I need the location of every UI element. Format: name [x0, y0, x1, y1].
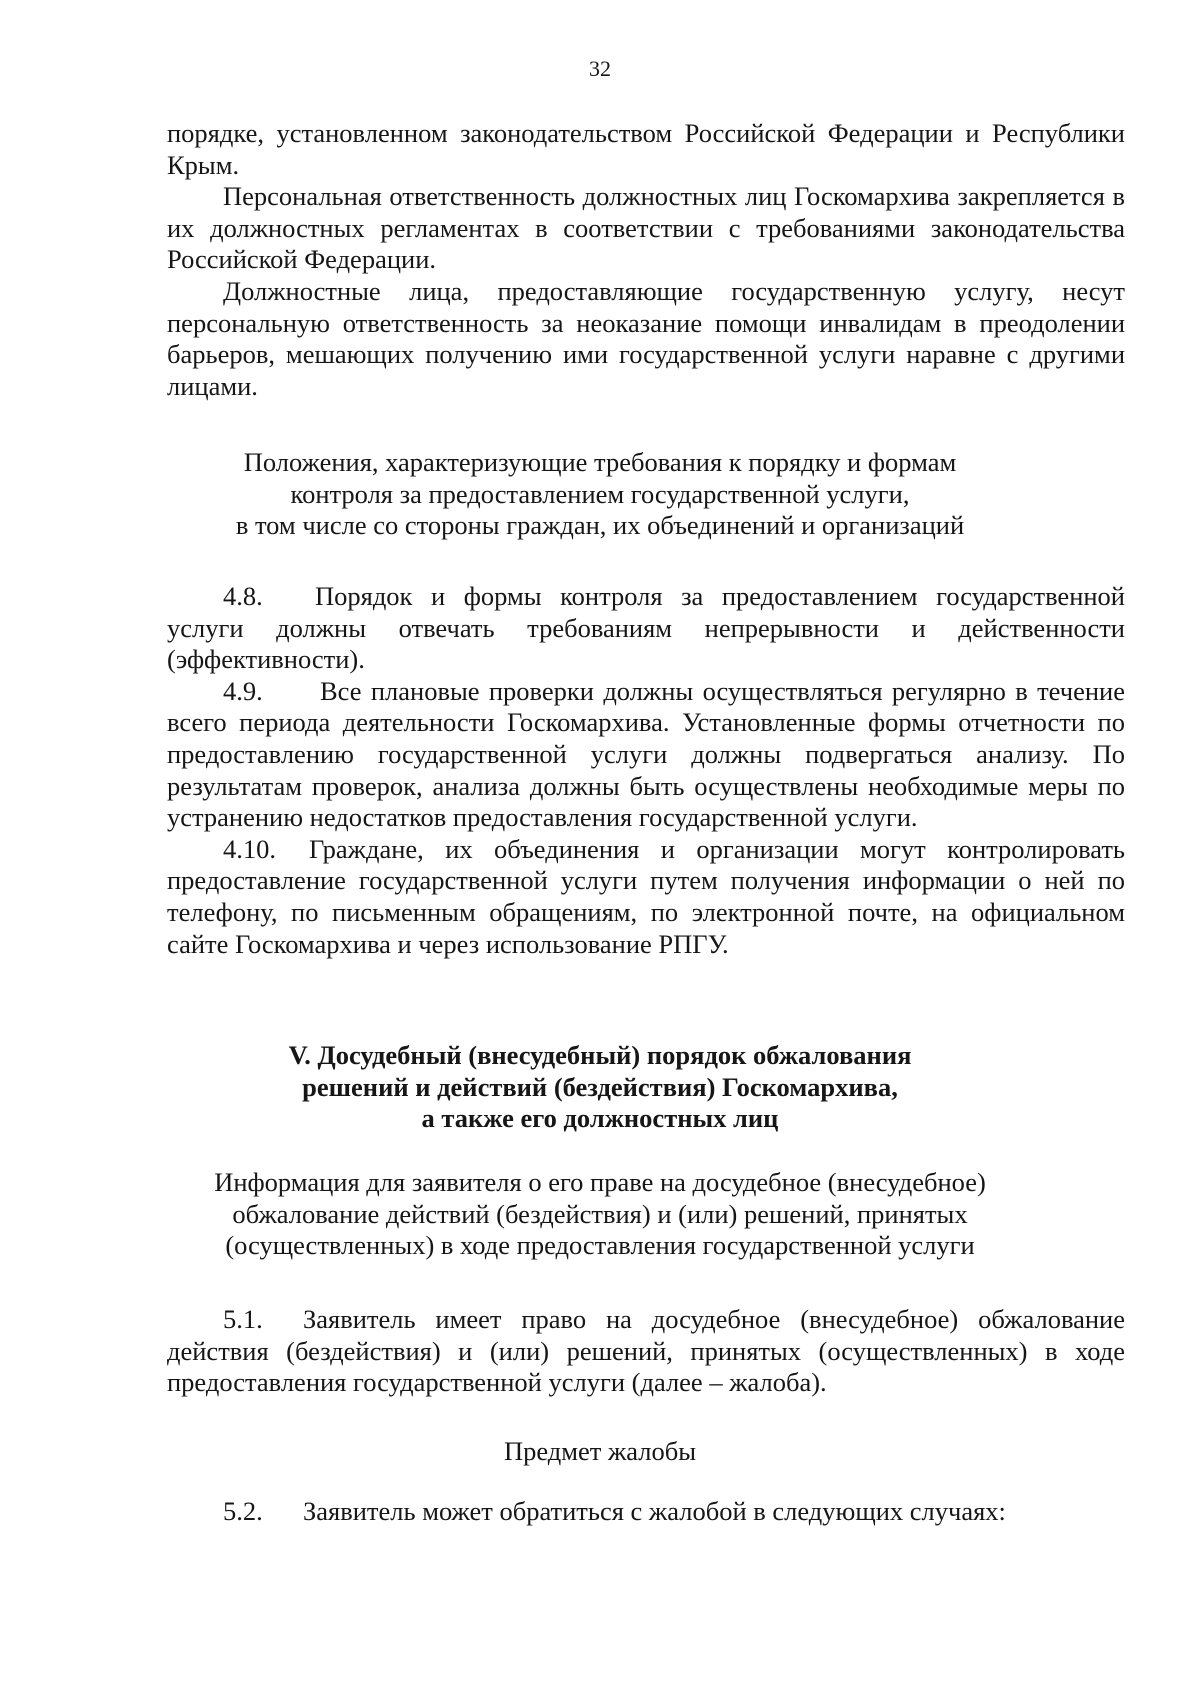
heading-line: (осуществленных) в ходе предоставления государственной услуги	[225, 1230, 975, 1261]
paragraph-4-8	[167, 581, 1125, 676]
text-block-5-2	[167, 1496, 1125, 1528]
page-number: 32	[589, 56, 611, 81]
text-block-section-4	[167, 581, 1125, 960]
paragraph-text: Граждане, их объединения и организации могут контролировать предоставление государственной услуги путем получения информации о ней по телефону, по письменным обращениям, по электронной почте, на официальном сайте Госкомархива и через использование РПГУ.	[167, 833, 1125, 959]
paragraph-text: Все плановые проверки должны осуществляться регулярно в течение всего периода деятельности Госкомархива. Установленные формы отчетности по предоставлению государственной услуги должны подвергаться анализу. По результатам проверок, анализа должны быть осуществлены необходимые меры по устранению недостатков предоставления государственной услуги.	[167, 675, 1125, 833]
heading-line: Предмет жалобы	[503, 1436, 697, 1466]
text-block-5-1	[167, 1304, 1125, 1399]
heading-line: а также его должностных лиц	[421, 1103, 779, 1134]
heading-control-provisions	[0, 447, 1200, 542]
paragraph-continuation: порядке, установленном законодательством Российской Федерации и Республики Крым.	[167, 118, 1125, 180]
paragraph-number: 4.9.	[223, 675, 263, 706]
heading-complaint-subject	[0, 1436, 1200, 1468]
heading-applicant-information	[0, 1167, 1200, 1262]
paragraph-number: 4.10.	[223, 833, 276, 864]
text-block-responsibility	[167, 118, 1125, 402]
paragraph-5-1	[167, 1304, 1125, 1399]
heading-line: обжалование действий (бездействия) и (или) решений, принятых	[232, 1198, 968, 1229]
paragraph-4-10	[167, 834, 1125, 960]
paragraph-5-2	[167, 1496, 1125, 1528]
paragraph-4-9	[167, 676, 1125, 834]
paragraph-number: 4.8.	[223, 581, 263, 611]
heading-line: контроля за предоставлением государственной услуги,	[290, 478, 910, 509]
paragraph-text: Заявитель может обратиться с жалобой в следующих случаях:	[303, 1496, 1006, 1526]
paragraph-officials-responsibility: Должностные лица, предоставляющие государственную услугу, несут персональную ответственность за неоказание помощи инвалидам в преодолении барьеров, мешающих получению ими государственной услуги наравне с другими лицами.	[167, 275, 1125, 401]
paragraph-text: Заявитель имеет право на досудебное (внесудебное) обжалование действия (бездействия) и (или) решений, принятых (осуществленных) в ходе предоставления государственной услуги (далее – жалоба).	[167, 1304, 1125, 1398]
heading-line: в том числе со стороны граждан, их объединений и организаций	[235, 510, 965, 541]
paragraph-number: 5.1.	[223, 1304, 263, 1334]
heading-line: V. Досудебный (внесудебный) порядок обжалования	[288, 1040, 912, 1070]
heading-section-5	[0, 1040, 1200, 1135]
paragraph-personal-responsibility: Персональная ответственность должностных лиц Госкомархива закрепляется в их должностных регламентах в соответствии с требованиями законодательства Российской Федерации.	[167, 181, 1125, 275]
paragraph-text: Порядок и формы контроля за предоставлением государственной услуги должны отвечать требованиям непрерывности и действенности (эффективности).	[167, 581, 1125, 675]
heading-line: решений и действий (бездействия) Госкомархива,	[302, 1071, 898, 1102]
heading-line: Информация для заявителя о его праве на досудебное (внесудебное)	[214, 1167, 986, 1197]
paragraph-number: 5.2.	[223, 1496, 263, 1526]
heading-line: Положения, характеризующие требования к порядку и формам	[243, 447, 957, 477]
